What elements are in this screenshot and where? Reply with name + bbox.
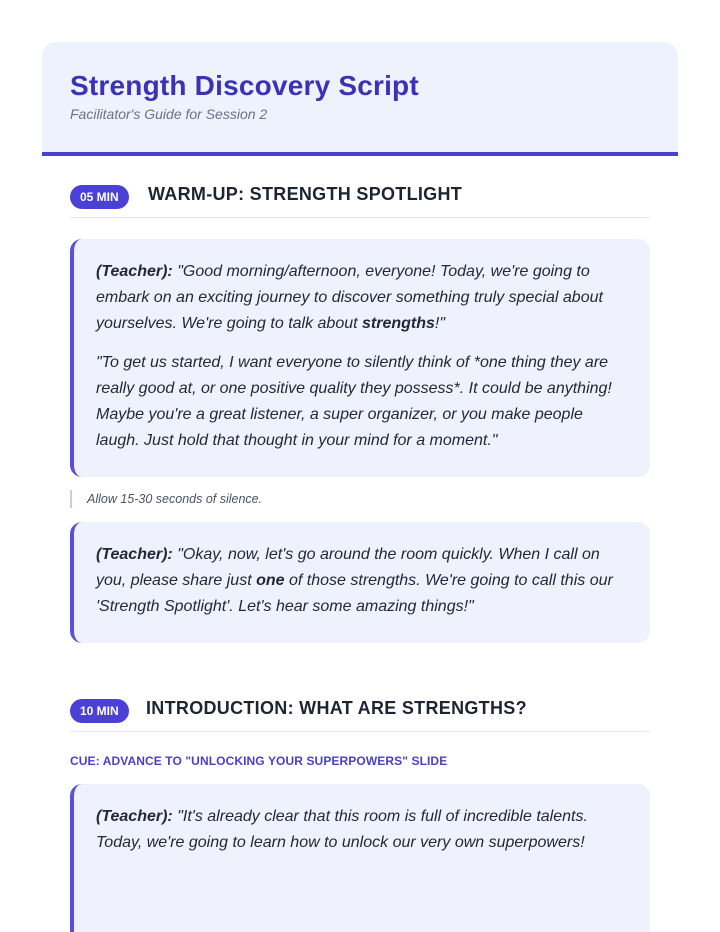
script-text: "It's already clear that this room is full of incredible talents. Today, we're going to learn how to unlock our very own superpowers! xyxy=(96,808,588,851)
document-header xyxy=(42,42,678,156)
facilitator-note: Allow 15-30 seconds of silence. xyxy=(70,490,262,508)
duration-badge: 10 MIN xyxy=(70,699,129,723)
document-subtitle: Facilitator's Guide for Session 2 xyxy=(70,106,268,122)
teacher-script-card xyxy=(70,784,650,932)
section-header-introduction xyxy=(70,695,650,732)
script-paragraph xyxy=(96,542,630,620)
speaker-label: (Teacher): xyxy=(96,263,173,280)
emphasis-text: one xyxy=(256,572,285,589)
emphasis-text: strengths xyxy=(362,315,435,332)
script-paragraph: "To get us started, I want everyone to silently think of *one thing they are really good at, or one positive quality they possess*. It could be anything! Maybe you're a great listener, a super organizer, or you make people laugh. Just hold that thought in your mind for a moment." xyxy=(96,354,612,449)
script-text: !" xyxy=(434,315,446,332)
script-text: of those strengths. We're going to call this our 'Strength Spotlight'. Let's hear some amazing things!" xyxy=(96,572,613,615)
document-title: Strength Discovery Script xyxy=(70,70,419,101)
section-title: INTRODUCTION: WHAT ARE STRENGTHS? xyxy=(146,698,527,718)
script-paragraph xyxy=(96,804,630,856)
speaker-label: (Teacher): xyxy=(96,546,173,563)
teacher-script-card xyxy=(70,239,650,477)
section-title: WARM-UP: STRENGTH SPOTLIGHT xyxy=(148,184,463,204)
teacher-script-card xyxy=(70,522,650,643)
duration-badge: 05 MIN xyxy=(70,185,129,209)
section-header-warm-up xyxy=(70,181,650,218)
script-text: "Okay, now, let's go around the room quickly. When I call on you, please share just xyxy=(96,546,600,589)
speaker-label: (Teacher): xyxy=(96,808,173,825)
script-text: "Good morning/afternoon, everyone! Today, we're going to embark on an exciting journey to discover something truly special about yourselves. We're going to talk about xyxy=(96,263,603,332)
slide-cue: CUE: ADVANCE TO "UNLOCKING YOUR SUPERPOWERS" SLIDE xyxy=(70,754,448,768)
script-paragraph xyxy=(96,259,630,337)
